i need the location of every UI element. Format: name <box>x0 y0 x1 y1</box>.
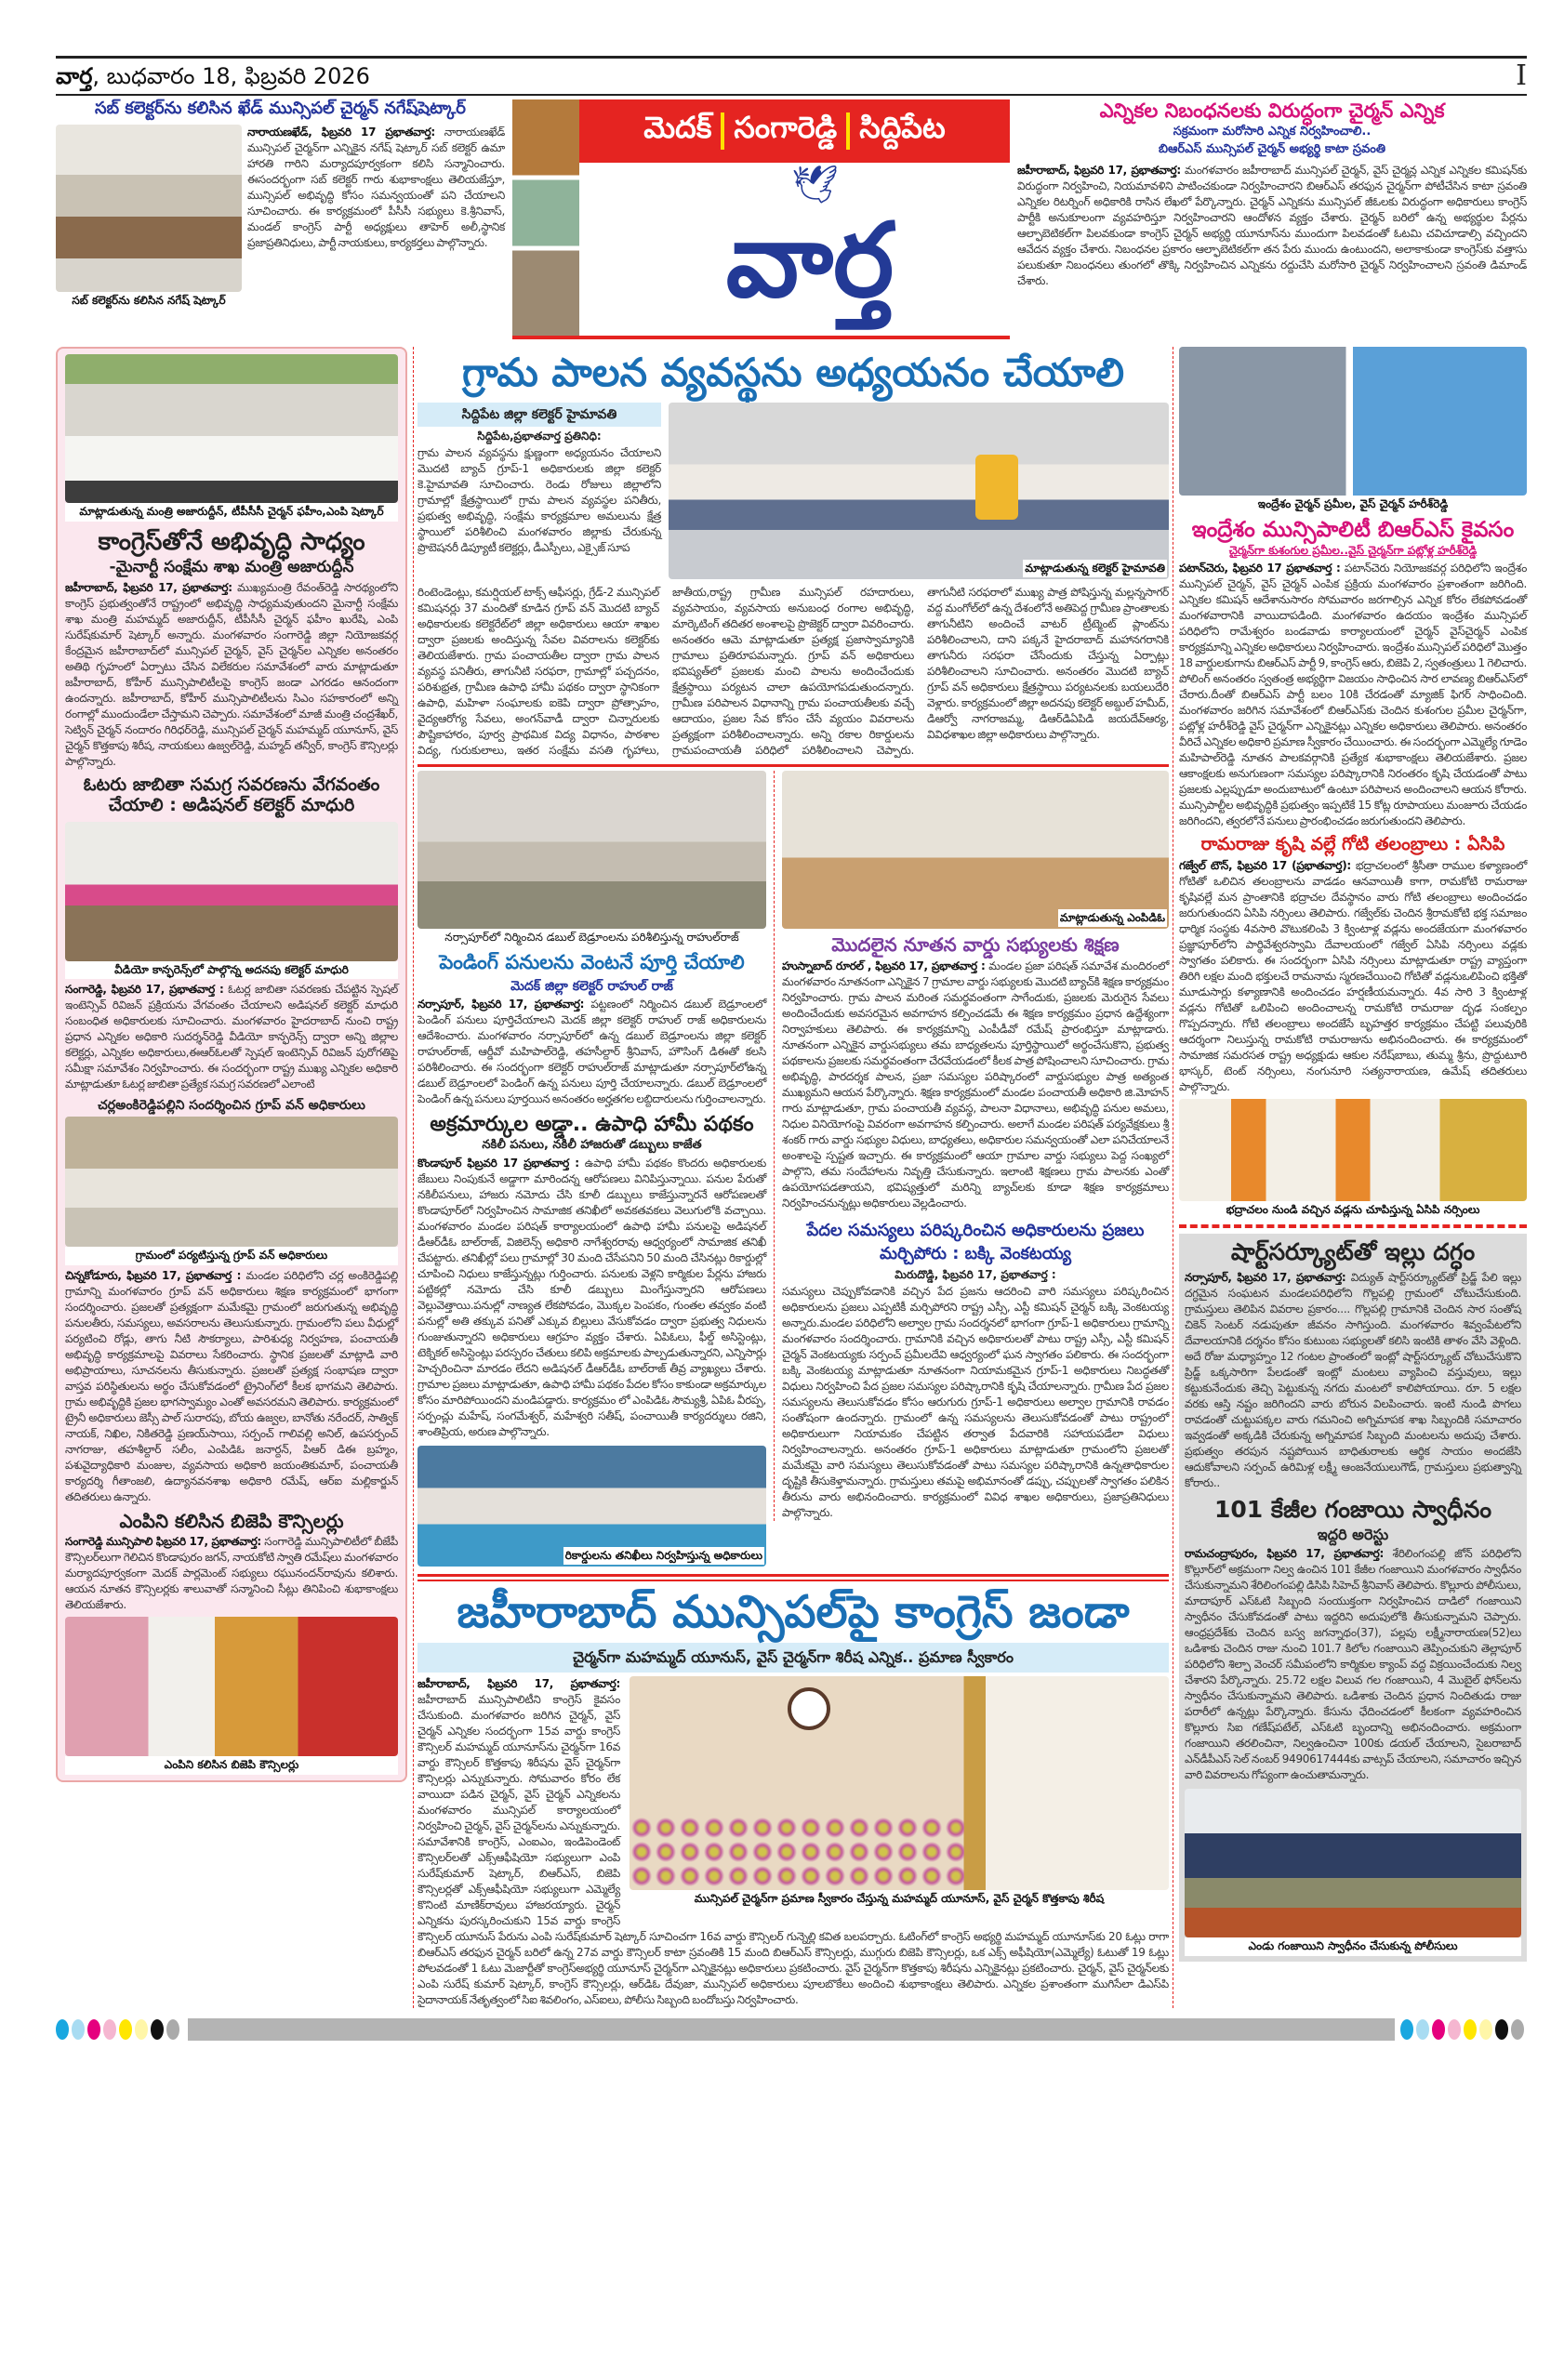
light-magenta-dot <box>1448 2019 1461 2040</box>
story-election-rules <box>1017 99 1527 289</box>
story-body: మండల పరిధిలోని చర్ల అంకిరెడ్డిపల్లి గ్రామాన్ని మంగళవారం గ్రూప్ వన్ అధికారులు శిక్షణ కార్యక్రమంలో భాగంగా సందర్శించారు. ప్రజలతో ప్రత్యక్షంగా మమేకమై గ్రామంలో జరుగుతున్న అభివృద్ధి పనులతీరు, సమస్యలు, అవసరాలను తెలుసుకున్నారు. గ్రామంలోని పలు వీధుల్లో పర్యటించి రోడ్లు, తాగు నీటి సౌకర్యాలు, పారిశుధ్య నిర్వహణ, పంచాయతీ అభివృద్ధి కార్యక్రమాలపై వివరాలు సేకరించారు. స్థానిక ప్రజలతో మాట్లాడి వారి అభిప్రాయాలు, సూచనలను తీసుకున్నారు. ప్రజలతో ప్రత్యక్ష సంభాషణ ద్వారా వాస్తవ పరిస్థితులను అర్థం చేసుకోవడంలో ట్రైనింగ్‌లో కీలక భాగమని తెలిపారు. గ్రామ అభివృద్ధికి ప్రజల భాగస్వామ్యం ఎంతో అవసరమని తెలిపారు. కార్యక్రమంలో ట్రైనీ అధికారులు జెస్సీ పాల్ సురారపు, బోయ ఉజ్వల, బానోతు నరేందర్, సాత్విక్ నాయక్, నిఖిల, నికితరెడ్డి ప్రణయ్‌సాయి, సర్పంచ్ గాలివల్లి అనిల్, ఉపసర్పంచ్ నాగరాజు, తహశీల్దార్ సలీం, ఎంపిడిఓ జనార్దన్, పిఆర్ డిఈ బ్రహ్మం, పశువైద్యాధికారి మంజుల, వ్యవసాయ అధికారి జయంతికుమార్, పంచాయతీ కార్యదర్శి గీతాంజలి, ఉద్యానవనశాఖ అధికారి రమేష్, ఆర్ఐ మల్లికార్జున్ తదితరులు ఉన్నారు. <box>65 1269 398 1503</box>
headline: ఎన్నికల నిబంధనలకు విరుద్ధంగా చైర్మన్ ఎన్నిక <box>1099 99 1445 122</box>
photo-caption: మాట్లాడుతున్న ఎంపిడిఓ <box>1058 909 1167 928</box>
region-banner <box>579 99 1010 163</box>
photo-caption: ఇంద్రేశం చైర్మన్ ప్రమీల, వైస్ చైర్మన్ హరీశ్‌రెడ్డి <box>1179 496 1527 514</box>
headline: ఓటరు జాబితా సమగ్ర సవరణను వేగవంతం చేయాలి : అడిషనల్ కలెక్టర్ మాధురి <box>83 774 380 815</box>
story-body: శేరిలింగంపల్లి జోన్ పరిధిలోని కొల్లూర్‌లో అక్రమంగా నిల్వ ఉంచిన 101 కేజీల గంజాయిని మంగళవారం స్వాధీనం చేసుకున్నామని శేరిలింగంపల్లి డిసిపి సిహెచ్ శ్రీనివాస్ తెలిపారు. కొల్లూరు పోలీసులు, మాదాపూర్ ఎస్‌ఓటి సిబ్బంది సంయుక్తంగా నిర్వహించిన దాడిలో గంజాయిని స్వాధీనం చేసుకోవడంతో పాటు ఇద్దరిని అదుపులోకి తీసుకున్నామని చెప్పారు. ఆంధ్రప్రదేశ్‌కు చెందిన బస్వ జగన్నాథం(37), పల్లపు లక్ష్మీనారాయణ(52)లు ఒడిశాకు చెందిన రాజు నుంచి 101.7 కిలోల గంజాయిని తెప్పించుకుని తెల్లాపూర్ పరిధిలోని శిల్పా వెంచర్ సమీపంలోని కార్మికుల క్యాంప్ వద్ద విక్రయించేందుకు నిల్వ చేశారని పేర్కొన్నారు. 25.72 లక్షల విలువ గల గంజాయిని, 4 మొబైల్ ఫోన్‌లను స్వాధీనం చేసుకున్నామని తెలిపారు. ఒడిశాకు చెందిన ప్రధాన నిందితుడు రాజు పరారీలో ఉన్నట్లు పేర్కొన్నారు. కేసును ఛేదించడంలో కీలకంగా వ్యవహరించిన కొల్లూరు సిఐ గణేష్‌పటేల్, ఎస్‌ఓటి బృందాన్ని అభినందించారు. అక్రమంగా గంజాయిని తరలించినా, నిల్వఉంచినా 100కు డయల్ చేయాలని, సైబరాబాద్ ఎన్‌డీపీఎస్ సెల్ నంబర్ 9490617444కు వాట్సప్ చేయాలని, సమాచారం ఇచ్చిన వారి వివరాలను గోప్యంగా ఉంచుతామన్నారు. <box>1185 1547 1521 1782</box>
story-sub-collector <box>56 99 505 310</box>
headline: చర్లఅంకిరెడ్డిపల్లిని సందర్శించిన గ్రూప్ వన్ అధికారులు <box>98 1098 365 1114</box>
headline: ఎంపిని కలిసిన బిజెపి కౌన్సిలర్లు <box>119 1510 344 1532</box>
photo-caption: సబ్ కలెక్టర్‌ను కలిసిన నగేష్ షెట్కార్ <box>56 292 242 311</box>
photo-caption: గ్రామంలో పర్యటిస్తున్న గ్రూప్ వన్ అధికారులు <box>65 1247 398 1265</box>
photo <box>630 1676 1169 1890</box>
story-body: పట్టణంలో నిర్మించిన డబుల్ బెడ్రూంలలో పెండింగ్ పనులు పూర్తిచేయాలని మెదక్ జిల్లా కలెక్టర్ రాహుల్ రాజ్ అధికారులను ఆదేశించారు. మంగళవారం నర్సాపూర్‌లో ఉన్న డబుల్ బెడ్రూంలను జిల్లా కలెక్టర్ రాహుల్‌రాజ్, ఆర్డీవో మహిపాల్‌రెడ్డి, తహసీల్దార్ శ్రీనివాస్, హౌసింగ్ డిఈతో కలసి పరిశీలించారు. ఈ సందర్భంగా కలెక్టర్ రాహుల్‌రాజ్ మాట్లాడుతూ నర్సాపూర్‌లోఉన్న డబుల్ బెడ్రూంలలో పెండింగ్ ఉన్న పనులు పూర్తి చేయాలన్నారు. డబుల్ బెడ్రూంలలో పెండింగ్ ఉన్న పనులు పూర్తయిన అనంతరం అర్హతగల లబ్దిదారులను గుర్తించాలన్నారు. <box>418 998 766 1106</box>
gray-band <box>188 2018 1395 2041</box>
headline: రామరాజు కృషి వల్లే గోటి తలంబ్రాలు : ఏసిపి <box>1200 833 1505 854</box>
photo <box>56 125 242 292</box>
subheadline: సక్రమంగా మరోసారి ఎన్నిక నిర్వహించాలి.. <box>1173 125 1372 139</box>
lead-story <box>418 1676 1169 2008</box>
region-siddipet: సిద్దిపేట <box>859 110 946 145</box>
region-sangareddy: సంగారెడ్డి <box>734 110 838 145</box>
story-body: రింటెండెంట్లు, కమర్షియల్ టాక్స్ ఆఫీసర్లు, గ్రేడ్-2 మున్సిపల్ కమిషనర్లు 37 మందితో కూడిన గ్రూప్ వన్ మొదటి బ్యాచ్ అధికారులకు కలెక్టరేట్‌లో జిల్లా అధికారులు ఆయా శాఖల ద్వారా ప్రజలకు అందిస్తున్న సేవల వివరాలను కలెక్టర్‌కు తెలియజేశారు. గ్రామ పంచాయతీల ద్వారా గ్రామ పాలన వ్యవస్థ పనితీరు, తాగునీటి సరఫరా, గ్రామాల్లో పచ్చదనం, పరిశుభ్రత, గ్రామీణ ఉపాధి హామీ పథకం ద్వారా స్థానికంగా ఉపాధి, మహిళా సంఘాలకు ఐకెపి ద్వారా ప్రోత్సాహం, వైద్యఆరోగ్య సేవలు, అంగన్‌వాడీ ద్వారా చిన్నారులకు పౌష్టికాహారం, పూర్వ ప్రాథమిక విద్య విధానం, పాఠశాల విద్య, గురుకులాలు, ఇతర సంక్షేమ వసతి గృహాలు, జాతీయ,రాష్ట్ర గ్రామీణ మున్సిపల్ రహదారులు, వ్యవసాయం, వ్యవసాయ అనుబంధ రంగాల అభివృద్ధి, మార్కెటింగ్ తదితర అంశాలపై ప్రొజెక్టర్ ద్వారా వివరించారు. అనంతరం ఆమె మాట్లాడుతూ ప్రత్యక్ష ప్రజాస్వామ్యానికి గ్రామాలు ప్రతిరూపమన్నారు. గ్రూప్ వన్ అధికారులు భవిష్యత్‌లో ప్రజలకు మంచి పాలను అందించేందుకు క్షేత్రస్థాయి పర్యటన చాలా ఉపయోగపడుతుందన్నారు. గ్రామీణ పరిపాలన విధానాన్ని గ్రామ పంచాయతీలకు వచ్చే ఆదాయం, ప్రజల సేవ కోసం చేసే వ్యయం వివరాలను ప్రత్యక్షంగా పరిశీలించాలన్నారు. అన్ని రకాల రికార్డులను గ్రామపంచాయతీ పరిధిలో పరిశీలించాలని చెప్పారు. తాగునీటి సరఫరాలో ముఖ్య పాత్ర పోషిస్తున్న మల్లన్నసాగర్ వద్ద మంగోల్‌లో ఉన్న దేశంలోనే అతిపెద్ద గ్రామీణ ప్రాంతాలకు తాగునీటిని అందించే వాటర్ ట్రీట్మెంట్ ప్లాంట్‌ను పరిశీలించాలని, దాని పక్కనే హైదరాబాద్ మహానగరానికి తాగునీరు సరఫరా చేసేందుకు చేస్తున్న ఏర్పాట్లు పరిశీలించాలని సూచించారు. అనంతరం మొదటి బ్యాచ్ గ్రూప్ వన్ అధికారులు క్షేత్రస్థాయి పర్యటనలకు బయలుదేరి వెళ్లారు. కార్యక్రమంలో జిల్లా అదనపు కలెక్టర్ అబ్దుల్ హమీద్, డిఆర్వో నాగరాజమ్మ, డిఆర్‌డిఏపిడి జయదేవ్‌ఆర్య, వివిధశాఖల జిల్లా అధికారులు పాల్గొన్నారు. <box>418 586 1169 758</box>
headline: 101 కేజీల గంజాయి స్వాధీనం <box>1214 1496 1491 1524</box>
headline: పేదల సమస్యలు పరిష్కరించిన అధికారులను ప్రజలు మర్చిపోరు : బక్కి వెంకటయ్య <box>806 1221 1145 1264</box>
dateline: సంగారెడ్డి మున్సిపాలి ఫిబ్రవరి 17, ప్రభాతవార్త: <box>65 1535 261 1548</box>
story-body: జహీరాబాద్ మున్సిపాలిటీని కాంగ్రెస్ కైవసం చేసుకుంది. మంగళవారం జరిగిన చైర్మన్, వైస్ చైర్మన్ ఎన్నికల సందర్భంగా 15వ వార్డు కాంగ్రెస్ కౌన్సిలర్ మహమ్మద్ యూనూస్‌ను చైర్మన్‌గా 16వ వార్డు కౌన్సిలర్ కొత్తకాపు శిరీషను వైస్ చైర్మన్‌గా కౌన్సిలర్లు ఎన్నుకున్నారు. సోమవారం కోరం లేక వాయిదా పడిన చైర్మన్, వైస్ చైర్మన్ ఎన్నికలను మంగళవారం మున్సిపల్ కార్యాలయంలో నిర్వహించి చైర్మన్, వైస్ చైర్మన్‌లను ఎన్నుకున్నారు. సమావేశానికి కాంగ్రెస్, ఎంఐఎం, ఇండిపెండెంట్ కౌన్సిలర్‌లతో ఎక్స్‌ఆఫీషియో సభ్యులుగా ఎంపి సురేష్‌కుమార్ షెట్కార్, బిఆర్ఎస్, బిజెపి కౌన్సిలర్లతో ఎక్స్‌ఆఫీషియో సభ్యులుగా ఎమ్మెల్యే కొనింటి మాణిక్‌రావులు హాజరయ్యారు. చైర్మన్ ఎన్నికను పురస్కరించుకుని 15వ వార్డు కాంగ్రెస్ కౌన్సిలర్ యూనుస్ పేరును ఎంపి సురేష్‌కుమార్ షెట్కార్ సూచించగా 16వ వార్డు కౌన్సిలర్ గున్నెల్లి కవిత బలపర్చారు. ఓటింగ్‌లో కాంగ్రెస్ అభ్యర్థి మహమ్మద్ యూనూస్‌కు 20 ఓట్లు రాగా బిఆర్ఎస్ తరఫున చైర్మన్ బరిలో ఉన్న 27వ వార్డు కౌన్సిలర్ కాటా స్రవంతికి 15 మంది బిఆర్ఎస్ కౌన్సిలర్లు, ముగ్గురు బిజెపి కౌన్సిలర్లు, ఒక ఎక్స్ అఫీషియో(ఎమ్మెల్యే) ఓటుతో 19 ఓట్లు పోలవడంతో 1 ఓటు మెజార్టీతో కాంగ్రెస్‌అభ్యర్థి యూనూస్ చైర్మన్‌గా ఎన్నికైనట్లు అధికారులు ప్రకటించారు. వైస్ చైర్మన్‌గా కొత్తకాపు శిరీషను ఎన్నికైనట్లు ప్రకటించారు. చైర్మన్, వైస్ చైర్మన్‌లకు ఎంపి సురేష్ కుమార్ షెట్కార్, కాంగ్రెస్ కౌన్సిలర్లు, ఆర్‌డిఓ దేవుజా, మున్సిపల్ అధికారులు పూలబొకేలు అందించి శుభాకాంక్షలు తెలిపారు. ఎన్నికల ప్రశాంతంగా ముగిసేలా డిఎస్‌పి సైదానాయక్ నేతృత్వంలో సిఐ శివలింగం, ఎస్‌ఐలు, పోలీసు సిబ్బంది బందోబస్తు నిర్వహించారు. <box>418 1692 1169 2006</box>
section-rule <box>1179 1224 1527 1228</box>
dateline: పటాన్‌చెరు, ఫిబ్రవరి 17 ప్రభాతవార్త : <box>1179 561 1341 575</box>
photo-caption: ఎంపిని కలిసిన బిజెపి కౌన్సిలర్లు <box>65 1756 398 1775</box>
light-magenta-dot <box>103 2019 116 2040</box>
photo-caption: మున్సిపల్ చైర్మన్‌గా ప్రమాణ స్వీకారం చేస్తున్న మహమ్మద్ యూనూస్, వైస్ చైర్మన్ కొత్తకాపు శిరీష <box>630 1890 1169 1909</box>
story-body: గ్రామ పాలన వ్యవస్థను క్షుణ్ణంగా అధ్యయనం చేయాలని మొదటి బ్యాచ్ గ్రూప్-1 అధికారులకు జిల్లా కలెక్టర్ కె.హైమావతి సూచించారు. రెండు రోజులు జిల్లాలోని గ్రామాల్లో క్షేత్రస్థాయిలో గ్రామ పాలన వ్యవస్థల పనితీరు, ప్రభుత్వ అభివృద్ధి, సంక్షేమ కార్యక్రమాల అమలును క్షేత్ర స్థాయిలో పరిశీలించి మంగళవారం జిల్లాకు చేరుకున్న ప్రొబెషనరీ డిప్యూటీ కలెక్టర్లు, డీఎస్పీలు, ఎక్సైజ్ సూప <box>418 446 661 555</box>
light-cyan-dot <box>72 2019 85 2040</box>
headline: ఇంద్రేశం మున్సిపాలిటీ బిఆర్ఎస్ కైవసం <box>1191 517 1515 542</box>
clock <box>788 1687 830 1730</box>
dateline: నర్సాపూర్, ఫిబ్రవరి 17, ప్రభాతవార్త: <box>418 998 585 1012</box>
photo <box>1185 1789 1521 1937</box>
masthead <box>512 99 1010 339</box>
cyan-dot <box>56 2019 69 2040</box>
col-b <box>774 771 1169 1521</box>
photo-caption: ఎండు గంజాయిని స్వాధీనం చేసుకున్న పోలీసులు <box>1185 1937 1521 1956</box>
photo-caption: మాట్లాడుతున్న కలెక్టర్ హైమావతి <box>1023 560 1167 578</box>
gray-dot <box>1511 2019 1524 2040</box>
lead-photo-block <box>630 1676 1169 1909</box>
photo <box>1179 347 1527 496</box>
photo-caption: రికార్డులను తనిఖీలు నిర్వహిస్తున్న అధికారులు <box>563 1547 764 1566</box>
dateline: జహీరాబాద్, ఫిబ్రవరి 17, ప్రభాతవార్త: <box>65 581 232 595</box>
headline-banner: చైర్మన్‌గా మహమ్మద్ యూనుస్, వైస్ చైర్మన్‌గా శిరీష ఎన్నిక.. ప్రమాణ స్వీకారం <box>418 1643 1169 1673</box>
right-column <box>1179 347 1527 1962</box>
landmark-photos <box>512 99 579 336</box>
photo-caption: మాట్లాడుతున్న మంత్రి అజారుద్దీన్, టీపీసీసీ చైర్మన్ ఫహీం,ఎంపి షెట్కార్ <box>65 503 398 522</box>
dove-icon: 🕊 <box>791 164 839 206</box>
speaker-figure <box>975 455 1018 520</box>
magenta-dot <box>1432 2019 1445 2040</box>
logo: వార్త <box>725 201 895 320</box>
headline: పెండింగ్ పనులను వెంటనే పూర్తి చేయాలి <box>439 950 745 973</box>
story-body: పటాన్‌చెరు నియోజకవర్గ పరిధిలోని ఇంద్రేశం మున్సిపల్ చైర్మన్, వైస్ చైర్మన్ ఎంపిక ప్రక్రియ మంగళవారం ప్రశాంతంగా జరిగింది. ఎన్నికల కమిషన్ ఆదేశానుసారం సోమవారం జరగాల్సిన ఎన్నిక కోరం లేకపోవడంతో మంగళవారానికి వాయిదాపడింది. మంగళవారం ఉదయం ఇంద్రేశం మున్సిపల్ పరిధిలోని రామేశ్వరం బండవాడు కార్యాలయంలో చైర్మన్ వైస్‌చైర్మన్ ఎంపిక కార్యక్రమాన్ని ఎన్నికల అధికారులు నిర్వహించారు. ఇంద్రేశం మున్సిపల్ పరిధిలో మొత్తం 18 వార్డులకుగాను బిఆర్ఎస్ పార్టీ 9, కాంగ్రెస్ ఆరు, బిజెపి 2, స్వతంత్రులు 1 గెలిచారు. పోలింగ్ అనంతరం స్వతంత్ర అభ్యర్థిగా విజయం సాధించిన సార లావణ్య బిఆర్ఎస్‌లో చేరారు.దీంతో బిఆర్ఎస్ పార్టీ బలం 10కి చేరడంతో మ్యాజిక్ ఫిగర్ సాధించింది. మంగళవారం జరిగిన సమావేశంలో బిఆర్ఎస్‌కు చెందిన కుశంగుల ప్రమీల చైర్మన్‌గా, పట్లోళ్ల హరీశ్‌రెడ్డి వైస్ చైర్మన్‌గా ఎన్నికైనట్లు ఎన్నికల అధికారులు తెలిపారు. అనంతరం వీరిచే ఎన్నికల అధికారి ప్రమాణ స్వీకారం చేయించారు. ఈ సందర్భంగా ఎమ్మెల్యే గూడెం మహిపాల్‌రెడ్డి నూతన పాలకవర్గానికి ప్రత్యేక శుభాకాంక్షలు తెలియజేశారు. ప్రజల ఆకాంక్షలకు అనుగుణంగా సమస్యల పరిష్కారానికి నిరంతరం కృషి చేయడంతో పాటు ప్రజలకు ఎల్లప్పుడూ అందుబాటులో ఉంటూ పరిపాలన అందించాలని ఆయన కోరారు. మున్సిపాల్టీల అభివృద్ధికి ప్రభుత్వం ఇప్పటికే 15 కోట్ల రూపాయలు మంజూరు చేయడం జరిగిందని, త్వరలోనే పనులు ప్రారంభించడం జరుగుతుందని తెలిపారు. <box>1179 561 1527 827</box>
newspaper-page <box>56 0 1527 2042</box>
photo <box>418 771 766 929</box>
photo <box>669 403 1169 579</box>
dateline: జహీరాబాద్, ఫిబ్రవరి 17, ప్రభాతవార్త: <box>418 1676 620 1690</box>
main-headline: గ్రామ పాలన వ్యవస్థను అధ్యయనం చేయాలి <box>461 350 1125 395</box>
story-body: సంగారెడ్డి మున్సిపాలిటీలో బీజేపీ కౌన్సిలర్‌లుగా గెలిచిన కొండాపురం జగన్, నాయకోటి స్వాతి రమేష్‌లు మంగళవారం మర్యాదపూర్వకంగా మెదక్ పార్లమెంట్ సభ్యులు రఘునందన్‌రావును కలిశారు. ఆయన నూతన కౌన్సిలర్లకు శాలువాతో సన్మానించి సీట్లు తినిపించి శుభాకాంక్షలు తెలియజేశారు. <box>65 1535 398 1611</box>
tag-label: సిద్దిపేట జిల్లా కలెక్టర్ హైమావతి <box>418 403 661 427</box>
flowers <box>630 1816 964 1890</box>
headline: సబ్ కలెక్టర్‌ను కలిసిన ఖేడ్ మున్సిపల్ చైర్మన్ నగేష్‌షెట్కార్ <box>95 99 466 118</box>
light-cyan-dot <box>1416 2019 1429 2040</box>
yellow-dot <box>119 2019 132 2040</box>
photo <box>418 1446 766 1567</box>
dateline: కొండాపూర్ ఫిబ్రవరి 17 ప్రభాతవార్త : <box>418 1157 579 1170</box>
photo <box>65 822 398 961</box>
date-line <box>56 65 370 87</box>
story-body: నారాయణఖేడ్ మున్సిపల్ చైర్మన్‌గా ఎన్నికైన నగేష్ షెట్కార్ సబ్ కలెక్టర్ ఉమా హారతి గారిని మర్యాదపూర్వకంగా కలిసి సన్మానించారు. ఈసందర్భంగా సబ్ కలెక్టర్ గారు శుభాకాంక్షలు తెలియజేస్తూ, మున్సిపల్ అభివృద్ధి కోసం సమన్వయంతో పని చేయాలని సూచించారు. ఈ కార్యక్రమంలో పీసీసీ సభ్యులు కె.శ్రీనివాస్, మండల్ కాంగ్రెస్ పార్టీ అధ్యక్షులు తాహెర్ అలీ,స్థానిక ప్రజాప్రతినిధులు, పార్టీ నాయకులు, కార్యకర్తలు పాల్గొన్నారు. <box>247 125 505 249</box>
photo <box>65 1117 398 1247</box>
dateline: జహీరాబాద్, ఫిబ్రవరి 17, ప్రభాతవార్త: <box>1017 164 1181 178</box>
paper-name: వార్త <box>56 63 93 89</box>
section-rule <box>418 1574 1169 1581</box>
story-body: మండల ప్రజా పరిషత్ సమావేశ మందిరంలో మంగళవారం నూతనంగా ఎన్నికైన 7 గ్రామాల వార్డు సభ్యులకు మొదటి బ్యాచ్‌కి శిక్షణ కార్యక్రమం నిర్వహించారు. గ్రామ పాలన మరింత సమర్థవంతంగా సాగేందుకు, ప్రజలకు మెరుగైన సేవలు అందించేందుకు అవసరమైన అవగాహన కల్పించడమే ఈ శిక్షణ కార్యక్రమం ప్రధాన ఉద్దేశ్యంగా నిర్వాహకులు తెలిపారు. ఈ కార్యక్రమాన్ని ఎంపీడీవో రమేష్ ప్రారంభిస్తూ మాట్లాడారు. నూతనంగా ఎన్నికైన వార్డుసభ్యులు తమ బాధ్యతలను పూర్తిస్థాయిలో అర్థంచేసుకొని, ప్రభుత్వ పథకాలను ప్రజలకు సమర్థవంతంగా చేరవేయడంలో కీలక పాత్ర పోషించాలని సూచించారు. గ్రామ అభివృద్ధి, పారదర్శక పాలన, ప్రజా సమస్యల పరిష్కారంలో వార్డుసభ్యుల పాత్ర అత్యంత ముఖ్యమని ఆయన పేర్కొన్నారు. శిక్షణ కార్యక్రమంలో మండల పంచాయతీ అధికారి జి.మోహన్ గారు మాట్లాడుతూ, గ్రామ పంచాయతీ వ్యవస్థ, పాలనా విధానాలు, అభివృద్ధి పనుల అమలు, నిధుల వినియోగంపై వివరంగా అవగాహన కల్పించారు. అలాగే మండల పరిషత్ పర్యవేక్షకులు శ్రీ శంకర్ గారు వార్డు సభ్యుల విధులు, బాధ్యతలు, అధికారుల సమన్వయంతో ఎలా పనిచేయాలనే అంశాలపై స్పష్టత ఇచ్చారు. ఈ కార్యక్రమంలో ఆయా గ్రామాల వార్డు సభ్యులు పెద్ద సంఖ్యలో పాల్గొని, తమ సందేహాలను నివృత్తి చేసుకున్నారు. ఇలాంటి శిక్షణలు గ్రామ పాలనకు ఎంతో ఉపయోగపడతాయని, భవిష్యత్తులో మరిన్ని బ్యాచ్‌లకు కూడా శిక్షణ కార్యక్రమాలు నిర్వహించనున్నట్లు అధికారులు వెల్లడించారు. <box>782 959 1169 1210</box>
col-a <box>418 771 774 1567</box>
story-body: ఓటర్ల జాబితా సవరణకు చేపట్టిన స్పెషల్ ఇంటెన్సివ్ రివిజన్ ప్రక్రియను వేగవంతం చేయాలని అడిషనల్ కలెక్టర్ మాధురి సంబంధిత అధికారులకు సూచించారు. మంగళవారం హైదరాబాద్ నుంచి రాష్ట్ర ప్రధాన ఎన్నికల అధికారి సుదర్శన్‌రెడ్డి వీడియో కాన్ఫరెన్స్ ద్వారా అన్ని జిల్లాల కలెక్టర్లు, ఎన్నికల అధికారులు,ఈఆర్ఓలతో స్పెషల్ ఇంటెన్సివ్ రివిజన్ పురోగతిపై సమీక్షా సమావేశం నిర్వహించారు. ఈ సందర్భంగా రాష్ట్ర ముఖ్య ఎన్నికల అధికారి మాట్లాడుతూ ఓటర్ల జాబితా ప్రత్యేక సమగ్ర సవరణలో ఎలాంటి <box>65 983 398 1091</box>
headline: మొదలైన నూతన వార్డు సభ్యులకు శిక్షణ <box>831 933 1120 957</box>
top-row <box>56 99 1527 339</box>
center-column <box>413 347 1173 2008</box>
headline: అక్రమార్కుల అడ్డా.. ఉపాధి హామీ పథకం <box>430 1113 754 1137</box>
main-row <box>56 347 1527 2008</box>
story-body: ఉపాధి హామీ పథకం కొందరు అధికారులకు జేబులు నింపుకునే అడ్డాగా మారిందన్న ఆరోపణలు వినిపిస్తున్నాయి. పనుల పేరుతో నకిలీపనులు, హాజరు నమోదు చేసి కూలీ డబ్బులు కాజేస్తున్నారనే ఆరోపణలతో కొండాపూర్‌లో నిర్వహించిన సామాజిక తనిఖీలో అవకతవకలు వెలుగులోకి వచ్చాయి. మంగళవారం మండల పరిషత్ కార్యాలయంలో ఉపాధి హామీ పనులపై అడిషనల్ డీఆర్‌డీఓ బాల్‌రాజ్, విజిలెన్స్ అధికారి నాగేశ్వరరావు ఆధ్వర్యంలో సామాజిక తనిఖీ చేపట్టారు. తనిఖీల్లో పలు గ్రామాల్లో 30 మంది చేసేపనిని 50 మంది చేసినట్లు రికార్డుల్లో చూపించి నిధులు కాజేస్తున్నట్లు గుర్తించారు. పనులకు వెళ్లని కార్మికుల పేర్లను హాజరు పట్టికల్లో నమోదు చేసి కూలీ డబ్బులు మింగేస్తున్నారని ఆరోపణలు వెల్లువెత్తాయి.పనుల్లో నాణ్యత లేకపోవడం, మొక్కల పెంపకం, గుంతల తవ్వకం వంటి పనుల్లో అతి తక్కువ పనితో ఎక్కువ బిల్లులు వేసుకోవడం ద్వారా ప్రభుత్వ నిధులను గుంజుతున్నారని అధికారులు ఆగ్రహం వ్యక్తం చేశారు. ఏపిఓలు, ఫీల్డ్ అసిస్టెంట్లు, టెక్నికల్ అసిస్టెంట్లు పరస్పరం చేతులు కలిపి అక్రమాలకు పాల్పడుతున్నారని, ఎన్నిసార్లు హెచ్చరించినా మారడం లేదని అడిషనల్ డీఆర్‌డీఓ బాల్‌రాజ్ తీవ్ర వ్యాఖ్యలు చేశారు. గ్రామాల ప్రజలు మాట్లాడుతూ, ఉపాధి హామీ పథకం పేదల కోసం కాకుండా అక్రమార్కుల కోసం మారిపోయిందని మండిపడ్డారు. కార్యక్రమం లో ఎంపిడిఓ సౌమ్యశ్రీ, ఏపిఓ వీరప్ప, సర్పంచ్లు మహేష్, సంగమేశ్వర్, మహేశ్వరి సతీష్, పంచాయితీ కార్యదర్శులు రజిని, శాంతిప్రియ, అరుణ పాల్గొన్నారు. <box>418 1157 766 1439</box>
photo-caption: భద్రాచలం నుండి వచ్చిన వడ్లను చూపిస్తున్న ఏసిపి నర్సింలు <box>1179 1201 1527 1220</box>
gray-dot <box>166 2019 179 2040</box>
dateline: రామచంద్రాపురం, ఫిబ్రవరి 17, ప్రభాతవార్త: <box>1185 1547 1384 1561</box>
section-rule <box>418 764 1169 767</box>
issue-date: , బుధవారం 18, ఫిబ్రవరి 2026 <box>92 63 370 89</box>
photo <box>1179 1099 1527 1201</box>
separator <box>721 112 724 150</box>
gray-box <box>1179 1234 1527 1961</box>
subheadline: చైర్మన్‌గా కుశంగుల ప్రమీల..వైస్ చైర్మన్‌గా పట్లోళ్ల హరీశ్‌రెడ్డి <box>1228 544 1478 558</box>
black-dot <box>151 2019 164 2040</box>
cyan-dot <box>1400 2019 1413 2040</box>
region-medak: మెదక్ <box>643 110 712 145</box>
photo-caption: నర్సాపూర్‌లో నిర్మించిన డబుల్ బెడ్రూంలను పరిశీలిస్తున్న రాహుల్‌రాజ్ <box>418 929 766 947</box>
story-body: విద్యుత్ షార్ట్‌సర్క్యూట్‌తో ప్రిడ్జ్ పేలి ఇల్లు దగ్ధమైన సంఘటన మండలపరిధిలోని గొల్లపల్లి గ్రామంలో చోటుచేసుకుంది. గ్రామస్తులు తెలిపిన వివరాల ప్రకారం.... గొల్లపల్లి గ్రామానికి చెందిన సార సంతోష చికెన్ సెంటర్ నడుపుతూ జీవనం సాగిస్తుంది. మంగళవారం శివ్వంపేటలోని దేవాలయానికి దర్శనం కోసం కుటుంబ సభ్యులతో కలిసి ఇంటికి తాళం వేసి వెళ్లింది. అదే రోజు మధ్యాహ్నం 12 గంటల ప్రాంతంలో ఇంట్లో షార్ట్‌సర్క్యూట్ చోటుచేసుకొని ప్రిడ్జ్ ఒక్కసారిగా పేలడంతో ఇంట్లో మంటలు వ్యాపించి వస్తువులు, ఇల్లు కట్టుకునేందుకు తెచ్చి పెట్టుకున్న నగదు మంటలో కాలిపోయాయి. రూ. 5 లక్షల వరకు ఆస్తి నష్టం జరిగిందని వారు బోరున విలపించారు. ఇంటి నుండి పొగలు రావడంతో చుట్టుపక్కల వారు గమనించి అగ్నిమాపక శాఖ సిబ్బందికి సమాచారం ఇవ్వడంతో అక్కడికి చేరుకున్న అగ్నిమాపక సిబ్బంది మంటలను అదుపు చేశారు. ప్రభుత్వం తరపున నష్టపోయిన బాధితురాలకు ఆర్థిక సాయం అందజేసి ఆదుకోవాలని సర్పంచ్ ఉరిమిళ్ల లక్ష్మీ ఆంజనేయులుగౌడ్, గ్రామస్తులు ప్రభుత్వాన్ని కోరారు.. <box>1185 1271 1521 1490</box>
dateline: గజ్వేల్ టౌన్, ఫిబ్రవరి 17 (ప్రభాతవార్త): <box>1179 858 1351 872</box>
dateline: సిద్దిపేట,ప్రభాతవార్త ప్రతినిధి: <box>477 430 602 443</box>
story-body: సమస్యలు చెప్పుకోవడానికి వచ్చిన పేద ప్రజను ఆదరించి వారి సమస్యలు పరిష్కరించిన అధికారులను ప్రజలు ఎప్పటికీ మర్చిపోరని రాష్ట్ర ఎస్సీ, ఎస్టీ కమిషన్ చైర్మన్ బక్కి వెంకటయ్య అన్నారు.మండల పరిధిలోని అల్వాల గ్రామ సందర్శనలో భాగంగా గ్రూప్-1 అధికారులు గ్రామాన్ని మంగళవారం సందర్శించారు. గ్రామానికి వచ్చిన అధికారులతో పాటు రాష్ట్ర ఎస్సీ, ఎస్టీ కమిషన్ చైర్మన్ వెంకటయ్యకు సర్పంచ్ ప్రమీలదేవి ఆధ్వర్యంలో ఘన స్వాగతం పలికారు. ఈ సందర్భంగా బక్కి వెంకటయ్య మాట్లాడుతూ నూతనంగా నియామకమైన గ్రూప్-1 అధికారులు నిబద్ధతతో విధులు నిర్వహించి పేద ప్రజల సమస్యల పరిష్కారానికి కృషి చేయాలన్నారు. గ్రామీణ పేద ప్రజల సమస్యలను తెలుసుకోవడం కోసం ఆరుగురు గ్రూప్-1 అధికారులు అల్వాల గ్రామానికి రావడం సంతోషంగా ఉందన్నారు. గ్రామంలో ఉన్న సమస్యలను తెలుసుకోవడంతో పాటు రాష్ట్రంలో అధికారులుగా నియామకం చేపట్టిన తర్వాత పేదవారికి సహాయపడేలా విధులు నిర్వహించాలన్నారు. అనంతరం గ్రూప్-1 అధికారులు మాట్లాడుతూ గ్రామంలోని ప్రజలతో మమేకమై వారి సమస్యలు తెలుసుకోవడంతో పాటు సమస్యల పరిష్కారానికి ఉన్నతాధికారుల దృష్టికి తీసుకెళ్తామన్నారు. గ్రామస్తులు తమపై అభిమానంతో డప్పు, చప్పులతో స్వాగతం పలికిన తీరును వారు అభినందించారు. కార్యక్రమంలో వివిధ శాఖల అధికారులు, ప్రజాప్రతినిధులు పాల్గొన్నారు. <box>782 1285 1169 1520</box>
story-body: భద్రాచలంలో శ్రీసీతా రాముల కళ్యాణంలో గోటితో ఒలిచిన తలంబ్రాలను వాడడం ఆనవాయితీ కాగా, రామకోటి రామరాజు కృషివల్లే మన ప్రాంతానికి భద్రాచల దేవస్థానం వారు గోటి తలంబ్రాలు అందించడం జరుగుతుందని ఏసిపి నర్సింలు తెలిపారు. గజ్వేల్‌కు చెందిన శ్రీరామకోటి భక్త సమాజం ధార్మిక సంస్థకు 4వసారి వొటుకలింపి 3 క్వింటాళ్ల వడ్లను అందజేయగా మంగళవారం ప్రజ్ఞాపూర్‌లోని పార్థివేశ్వరస్వామి దేవాలయంలో గజ్వేల్ ఏసిపి నర్సింలు వడ్లకు స్వాగతం పలికారు. ఈ సందర్భంగా ఏసిపి నర్సింలు మాట్లాడుతూ రాష్ట్ర వ్యాప్తంగా తిరిగి లక్షల మంది భక్తులచే రామనామ స్మరణచేయించి గోటితో వడ్లనుఒలిపించి భక్తితో మూడుసార్లు కళ్యాణానికి అందించడం హర్షణీయమన్నారు. 4వ సారి 3 క్వింటాళ్ల వడ్లను గోటితో ఒలిపించి అందించాలన్న రామకోటి రామరాజు దృఢ సంకల్పం గొప్పదన్నారు. గోటి తలంబ్రాలు అందజేసే బృహత్తర కార్యక్రమం చేపట్టి పలువురికి ఆదర్శంగా నిలుస్తున్న రామకోటి రామరాజును అభినందించారు. ఈ కార్యక్రమంలో సామాజిక సమరసత రాష్ట్ర అధ్యక్షుడు ఆకుల నరేష్‌బాబు, తుమ్మ శ్రీను, ప్రొద్దుటూరి భాస్కర్, టెంట్ నర్సింలు, నంగునూరి సత్యనారాయణ, ఉమేష్ తదితరులు పాల్గొన్నారు. <box>1179 858 1527 1093</box>
dateline: నర్సాపూర్, ఫిబ్రవరి 17, ప్రభాతవార్త: <box>1185 1271 1346 1285</box>
black-dot <box>1495 2019 1508 2040</box>
subheadline: మెదక్ జిల్లా కలెక్టర్ రాహుల్ రాజ్ <box>510 979 673 995</box>
dateline: సంగారెడ్డి, ఫిబ్రవరి 17, ప్రభాతవార్త : <box>65 983 224 997</box>
dateline: నారాయణఖేడ్, ఫిబ్రవరి 17 ప్రభాతవార్త: <box>247 125 435 139</box>
headline: కాంగ్రెస్‌తోనే అభివృద్ధి సాధ్యం <box>98 527 365 556</box>
photo <box>782 771 1169 929</box>
page-number: I <box>1516 60 1527 92</box>
story-body: ముఖ్యమంత్రి రేవంత్‌రెడ్డి సారథ్యంలోని కాంగ్రెస్ ప్రభుత్వంతోనే రాష్ట్రంలో అభివృద్ధి సాధ్యమవుతుందని మైనార్టీ సంక్షేమ శాఖ మంత్రి మహమ్మద్ అజారుద్దీన్, టీపీసీసీ చైర్మన్ ఫహీం ఖురేషి, ఎంపి సురేష్‌కుమార్ షెట్కార్ అన్నారు. మంగళవారం సంగారెడ్డి జిల్లా నియోజకవర్గ కేంద్రమైన జహీరాబాద్‌లో మున్సిపల్ చైర్మన్, వైస్ చైర్మన్‌ల ఎన్నికల అనంతరం అతిథి గృహంలో ఏర్పాటు చేసిన విలేకరుల సమావేశంలో వారు మాట్లాడుతూ జహీరాబాద్, కోహీర్ మున్సిపాలిటీలపై కాంగ్రెస్ జండా ఎగరడం ఆనందంగా ఉందన్నారు. జహీరాబాద్, కోహీర్ మున్సిపాలిటీలను సిఎం సహకారంలో అన్ని రంగాల్లో ముందుండేలా చేస్తామని చెప్పారు. సమావేశంలో మాజీ మంత్రి చంద్రశేఖర్, సెట్విన్ చైర్మన్ నందారం గిరిధర్‌రెడ్డి, మున్సిపల్ చైర్మన్ మహమ్మద్ యూనూస్, వైస్ చైర్మన్ కొత్తకాపు శిరీష, నాయకులు ఉజ్వల్‌రెడ్డి, మహ్మద్ తన్వీర్, కాంగ్రెస్ కౌన్సిలర్లు పాల్గొన్నారు. <box>65 581 399 769</box>
header-bar <box>56 59 1527 94</box>
light-yellow-dot <box>135 2019 148 2040</box>
subheadline: బిఆర్ఎస్ మున్సిపల్ చైర్మన్ అభ్యర్థి కాటా స్రవంతి <box>1158 142 1386 157</box>
dateline: హుస్నాబాద్ రూరల్ , ఫిబ్రవరి 17, ప్రభాతవార్త : <box>782 959 986 973</box>
yellow-dot <box>1464 2019 1477 2040</box>
separator <box>846 112 850 150</box>
magenta-dot <box>87 2019 100 2040</box>
subheadline: నకిలీ పనులు, నకిలీ హాజరుతో డబ్బులు కాజేత <box>482 1138 702 1153</box>
print-color-bar <box>56 2017 1527 2042</box>
subheadline: ఇద్దరి అరెస్టు <box>1317 1525 1389 1543</box>
lead-headline: జహీరాబాద్ మున్సిపల్‌పై కాంగ్రెస్ జండా <box>457 1586 1130 1639</box>
main-lead <box>418 403 661 556</box>
light-yellow-dot <box>1479 2019 1492 2040</box>
photo-caption: వీడియో కాన్ఫరెన్స్‌లో పాల్గొన్న అదనపు కలెక్టర్ మాధురి <box>65 961 398 980</box>
headline: షార్ట్‌సర్క్యూట్‌తో ఇల్లు దగ్ధం <box>1230 1238 1476 1266</box>
story-body: మంగళవారం జహీరాబాద్ మున్సిపల్ చైర్మన్, వైస్ చైర్మన్ల ఎన్నిక ఎన్నికల కమిషన్‌కు విరుద్ధంగా నిర్వహించి, నియమావళిని పాటించకుండా నిర్వహించారని బిఆర్ఎస్ తరఫున చైర్మన్‌గా పోటీచేసిన కాటా స్రవంతి ఎన్నికల రిటర్నింగ్ అధికారికి రాసిన లేఖలో పేర్కొన్నారు. చైర్మన్ ఎన్నికను మున్సిపల్ జీఓలకు విరుద్ధంగా అధికారులు కాంగ్రెస్ పార్టీకి అనుకూలంగా వ్యవహరిస్తూ నిర్వహించారని ఆందోళన వ్యక్తం చేశారు. చైర్మన్ బరిలో ఉన్న అభ్యర్థుల పేర్లను ఆల్ఫాబెటికల్‌గా పిలవకుండా కాంగ్రెస్ చైర్మన్ అభ్యర్థి యూనూస్‌ను ముందుగా పిలవడంతో ఓటమి చవిచూడాల్సి వచ్చిందని ఆవేదన వ్యక్తం చేశారు. నిబంధనల ప్రకారం ఆల్ఫాబెటికల్‌గా తన పేరు ముందు ఉంటుందని, అలాకాకుండా కాంగ్రెస్‌కు వత్తాసు పలుకుతూ నిబంధనలు తుంగలో తొక్కి నిర్వహించిన ఎన్నికను రద్దుచేసి మరోసారి చైర్మన్ నిర్వహించాలని స్రవంతి డిమాండ్ చేశారు. <box>1017 164 1527 288</box>
photo <box>65 354 398 503</box>
header-rule <box>56 94 1527 96</box>
dateline: చిన్నకోడూరు, ఫిబ్రవరి 17, ప్రభాతవార్త : <box>65 1269 242 1282</box>
subheadline: -మైనార్టీ సంక్షేమ శాఖ మంత్రి అజారుద్దీన్ <box>109 558 354 577</box>
photo <box>65 1617 398 1756</box>
left-column <box>56 347 407 1782</box>
dateline: మిరుదొడ్డి, ఫిబ్రవరి 17, ప్రభాతవార్త : <box>895 1267 1056 1281</box>
